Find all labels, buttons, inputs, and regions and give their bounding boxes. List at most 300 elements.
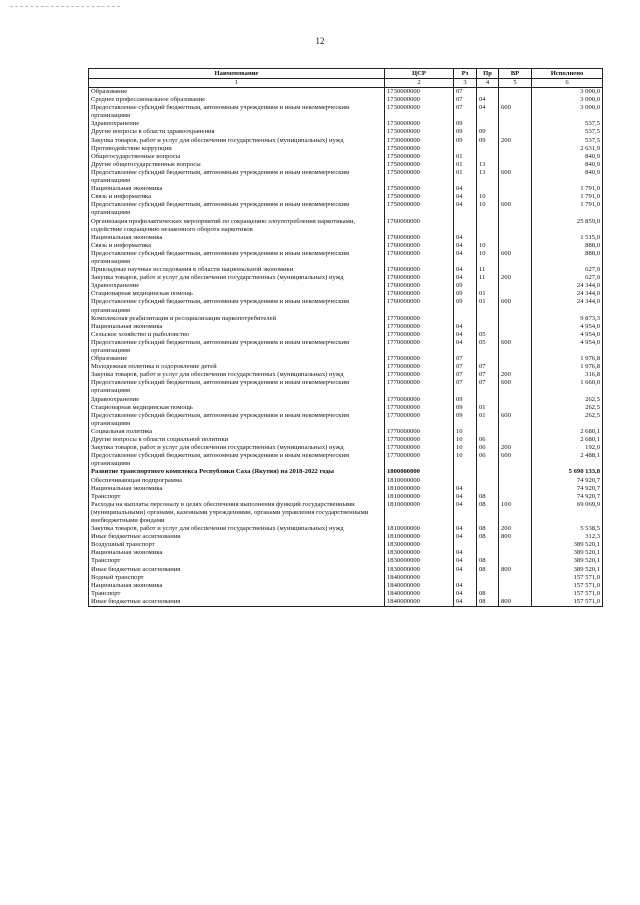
row-vr: 600 <box>499 298 532 314</box>
table-column-numbers-row <box>89 79 603 88</box>
row-amount: 316,8 <box>532 371 603 379</box>
row-pr <box>477 396 499 404</box>
row-name: Другие вопросы в области здравоохранения <box>89 128 385 136</box>
table-row <box>89 274 603 282</box>
row-csr: 1730000000 <box>385 128 454 136</box>
row-pr: 04 <box>477 96 499 104</box>
row-name: Закупка товаров, работ и услуг для обеспечения государственных (муниципальных) нужд <box>89 274 385 282</box>
row-vr <box>499 549 532 557</box>
row-csr: 1750000000 <box>385 145 454 153</box>
row-rz: 09 <box>454 404 477 412</box>
row-pr: 10 <box>477 201 499 217</box>
row-pr <box>477 541 499 549</box>
row-csr: 1750000000 <box>385 193 454 201</box>
row-vr <box>499 363 532 371</box>
column-number: 6 <box>532 79 603 88</box>
row-amount: 4 954,0 <box>532 331 603 339</box>
row-rz: 04 <box>454 549 477 557</box>
table-row <box>89 501 603 525</box>
table-row <box>89 145 603 153</box>
row-vr <box>499 193 532 201</box>
row-csr: 1770000000 <box>385 396 454 404</box>
row-name: Национальная экономика <box>89 485 385 493</box>
row-rz: 10 <box>454 428 477 436</box>
row-vr: 600 <box>499 250 532 266</box>
row-rz: 04 <box>454 274 477 282</box>
row-name: Образование <box>89 88 385 97</box>
row-pr: 08 <box>477 590 499 598</box>
row-amount: 24 344,0 <box>532 282 603 290</box>
row-csr: 1730000000 <box>385 96 454 104</box>
row-pr: 06 <box>477 452 499 468</box>
row-vr: 800 <box>499 566 532 574</box>
row-csr: 1770000000 <box>385 444 454 452</box>
row-rz: 09 <box>454 120 477 128</box>
row-name: Предоставление субсидий бюджетным, автономным учреждениям и иным некоммерческим организациям <box>89 412 385 428</box>
row-name: Национальная экономика <box>89 549 385 557</box>
row-amount: 840,9 <box>532 169 603 185</box>
row-rz: 04 <box>454 193 477 201</box>
row-name: Предоставление субсидий бюджетным, автономным учреждениям и иным некоммерческим организациям <box>89 201 385 217</box>
row-csr: 1770000000 <box>385 436 454 444</box>
row-rz: 10 <box>454 436 477 444</box>
row-vr: 600 <box>499 201 532 217</box>
row-vr <box>499 590 532 598</box>
row-rz: 07 <box>454 363 477 371</box>
table-row <box>89 88 603 97</box>
row-csr: 1770000000 <box>385 404 454 412</box>
row-pr: 13 <box>477 169 499 185</box>
row-vr <box>499 436 532 444</box>
row-csr: 1830000000 <box>385 541 454 549</box>
table-row <box>89 339 603 355</box>
row-vr <box>499 355 532 363</box>
table-row <box>89 193 603 201</box>
row-name: Предоставление субсидий бюджетным, автономным учреждениям и иным некоммерческим организациям <box>89 250 385 266</box>
row-name: Закупка товаров, работ и услуг для обеспечения государственных (муниципальных) нужд <box>89 371 385 379</box>
header-csr: ЦСР <box>385 69 454 79</box>
row-amount: 4 954,0 <box>532 323 603 331</box>
row-name: Транспорт <box>89 557 385 565</box>
row-csr: 1770000000 <box>385 355 454 363</box>
row-amount: 157 571,0 <box>532 574 603 582</box>
table-row <box>89 485 603 493</box>
table-row <box>89 412 603 428</box>
row-vr <box>499 574 532 582</box>
row-rz: 09 <box>454 137 477 145</box>
row-pr: 06 <box>477 444 499 452</box>
row-rz: 10 <box>454 452 477 468</box>
row-pr: 09 <box>477 128 499 136</box>
table-row <box>89 533 603 541</box>
row-name: Транспорт <box>89 590 385 598</box>
row-name: Здравоохранение <box>89 120 385 128</box>
row-csr: 1770000000 <box>385 323 454 331</box>
row-amount: 157 571,0 <box>532 590 603 598</box>
row-vr <box>499 477 532 485</box>
row-vr: 600 <box>499 412 532 428</box>
row-vr: 600 <box>499 339 532 355</box>
row-pr <box>477 428 499 436</box>
row-rz <box>454 477 477 485</box>
row-vr <box>499 404 532 412</box>
row-csr: 1760000000 <box>385 290 454 298</box>
row-vr: 200 <box>499 525 532 533</box>
row-name: Молодежная политика и оздоровление детей <box>89 363 385 371</box>
row-vr <box>499 88 532 97</box>
row-name: Здравоохранение <box>89 282 385 290</box>
row-vr <box>499 96 532 104</box>
row-csr: 1770000000 <box>385 412 454 428</box>
row-amount: 157 571,0 <box>532 582 603 590</box>
table-row <box>89 120 603 128</box>
table-row <box>89 298 603 314</box>
row-pr: 08 <box>477 533 499 541</box>
row-vr <box>499 331 532 339</box>
row-csr: 1770000000 <box>385 379 454 395</box>
row-csr: 1730000000 <box>385 88 454 97</box>
table-row <box>89 201 603 217</box>
row-csr: 1730000000 <box>385 137 454 145</box>
row-pr: 01 <box>477 404 499 412</box>
row-csr: 1810000000 <box>385 485 454 493</box>
row-vr: 100 <box>499 501 532 525</box>
row-vr: 800 <box>499 598 532 607</box>
row-vr <box>499 218 532 234</box>
row-csr: 1760000000 <box>385 250 454 266</box>
header-pr: Пр <box>477 69 499 79</box>
row-amount: 1 660,0 <box>532 379 603 395</box>
row-pr <box>477 477 499 485</box>
row-name: Организация профилактических мероприятий по сокращению злоупотребления наркотиками, содействие сокращению незаконного оборота наркотиков <box>89 218 385 234</box>
row-pr: 05 <box>477 331 499 339</box>
row-amount: 2 488,1 <box>532 452 603 468</box>
table-row <box>89 355 603 363</box>
row-csr: 1750000000 <box>385 161 454 169</box>
page-number: 12 <box>315 36 325 46</box>
table-row <box>89 242 603 250</box>
row-rz: 04 <box>454 525 477 533</box>
row-csr: 1760000000 <box>385 274 454 282</box>
row-vr <box>499 493 532 501</box>
table-row <box>89 574 603 582</box>
row-name: Обеспечивающая подпрограмма <box>89 477 385 485</box>
row-pr: 07 <box>477 371 499 379</box>
row-csr: 1770000000 <box>385 428 454 436</box>
row-pr <box>477 323 499 331</box>
row-vr: 600 <box>499 452 532 468</box>
row-vr <box>499 557 532 565</box>
row-amount: 537,5 <box>532 128 603 136</box>
row-csr: 1770000000 <box>385 371 454 379</box>
row-amount: 3 000,0 <box>532 88 603 97</box>
row-pr: 10 <box>477 193 499 201</box>
row-csr: 1810000000 <box>385 477 454 485</box>
row-name: Национальная экономика <box>89 234 385 242</box>
row-rz: 04 <box>454 557 477 565</box>
row-amount: 2 631,9 <box>532 145 603 153</box>
table-row <box>89 96 603 104</box>
row-name: Образование <box>89 355 385 363</box>
row-pr: 04 <box>477 104 499 120</box>
row-pr <box>477 153 499 161</box>
row-csr: 1810000000 <box>385 501 454 525</box>
row-amount: 888,0 <box>532 250 603 266</box>
row-name: Стационарная медицинская помощь <box>89 404 385 412</box>
row-name: Закупка товаров, работ и услуг для обеспечения государственных (муниципальных) нужд <box>89 444 385 452</box>
row-name: Расходы на выплаты персоналу в целях обеспечения выполнения функций государственными (муниципальными) органами, казенными учреждениями, органами управления государственными внебюджетными фондами <box>89 501 385 525</box>
row-csr: 1840000000 <box>385 598 454 607</box>
row-rz: 04 <box>454 590 477 598</box>
column-number: 4 <box>477 79 499 88</box>
table-row <box>89 185 603 193</box>
table-row <box>89 525 603 533</box>
row-csr: 1840000000 <box>385 590 454 598</box>
row-pr: 07 <box>477 363 499 371</box>
row-name: Предоставление субсидий бюджетным, автономным учреждениям и иным некоммерческим организациям <box>89 104 385 120</box>
header-rz: Рз <box>454 69 477 79</box>
row-rz: 09 <box>454 412 477 428</box>
row-rz: 07 <box>454 355 477 363</box>
row-csr: 1760000000 <box>385 298 454 314</box>
row-pr: 01 <box>477 298 499 314</box>
row-amount: 312,3 <box>532 533 603 541</box>
row-amount: 389 520,1 <box>532 549 603 557</box>
row-amount: 1 791,0 <box>532 185 603 193</box>
row-rz: 09 <box>454 128 477 136</box>
row-amount: 2 680,1 <box>532 436 603 444</box>
header-name: Наименование <box>89 69 385 79</box>
row-rz <box>454 218 477 234</box>
row-name: Другие общегосударственные вопросы <box>89 161 385 169</box>
row-amount: 3 000,0 <box>532 96 603 104</box>
header-vr: ВР <box>499 69 532 79</box>
row-name: Национальная экономика <box>89 582 385 590</box>
row-name: Здравоохранение <box>89 396 385 404</box>
row-rz: 09 <box>454 290 477 298</box>
row-name: Общегосударственные вопросы <box>89 153 385 161</box>
row-name: Предоставление субсидий бюджетным, автономным учреждениям и иным некоммерческим организациям <box>89 452 385 468</box>
column-number: 5 <box>499 79 532 88</box>
row-vr <box>499 120 532 128</box>
row-rz <box>454 574 477 582</box>
row-amount: 2 680,1 <box>532 428 603 436</box>
row-amount: 25 859,0 <box>532 218 603 234</box>
row-rz: 04 <box>454 323 477 331</box>
row-rz: 07 <box>454 379 477 395</box>
row-pr: 08 <box>477 501 499 525</box>
row-name: Другие вопросы в области социальной политики <box>89 436 385 444</box>
row-rz: 09 <box>454 282 477 290</box>
table-row <box>89 444 603 452</box>
row-amount: 1 976,8 <box>532 363 603 371</box>
row-name: Иные бюджетные ассигнования <box>89 598 385 607</box>
row-csr: 1760000000 <box>385 234 454 242</box>
row-pr <box>477 88 499 97</box>
row-amount: 389 520,1 <box>532 566 603 574</box>
row-rz <box>454 315 477 323</box>
table-row <box>89 104 603 120</box>
table-row <box>89 331 603 339</box>
row-amount: 262,5 <box>532 412 603 428</box>
row-pr: 11 <box>477 274 499 282</box>
table-row <box>89 379 603 395</box>
row-pr <box>477 315 499 323</box>
row-vr <box>499 185 532 193</box>
row-rz: 01 <box>454 153 477 161</box>
row-pr <box>477 282 499 290</box>
row-amount: 9 873,3 <box>532 315 603 323</box>
row-rz: 07 <box>454 104 477 120</box>
scan-artifact <box>10 6 120 9</box>
row-pr: 07 <box>477 379 499 395</box>
row-csr: 1770000000 <box>385 331 454 339</box>
row-name: Противодействие коррупции <box>89 145 385 153</box>
row-rz: 07 <box>454 371 477 379</box>
row-amount: 1 791,0 <box>532 201 603 217</box>
table-row <box>89 452 603 468</box>
table-row <box>89 582 603 590</box>
row-csr: 1750000000 <box>385 153 454 161</box>
budget-table <box>88 68 603 607</box>
row-pr <box>477 145 499 153</box>
row-csr: 1830000000 <box>385 549 454 557</box>
row-pr: 08 <box>477 598 499 607</box>
table-row <box>89 161 603 169</box>
table-row <box>89 566 603 574</box>
row-csr: 1730000000 <box>385 120 454 128</box>
row-amount: 69 069,9 <box>532 501 603 525</box>
row-csr: 1830000000 <box>385 566 454 574</box>
row-name: Социальная политика <box>89 428 385 436</box>
column-number: 3 <box>454 79 477 88</box>
row-pr <box>477 355 499 363</box>
row-name: Национальная экономика <box>89 185 385 193</box>
row-csr: 1770000000 <box>385 315 454 323</box>
table-row <box>89 266 603 274</box>
row-amount: 74 920,7 <box>532 485 603 493</box>
row-vr <box>499 485 532 493</box>
table-row <box>89 428 603 436</box>
row-amount: 627,0 <box>532 274 603 282</box>
row-vr: 200 <box>499 444 532 452</box>
row-vr: 600 <box>499 104 532 120</box>
table-row <box>89 436 603 444</box>
row-amount: 4 954,0 <box>532 339 603 355</box>
row-rz: 01 <box>454 161 477 169</box>
row-amount: 888,0 <box>532 242 603 250</box>
row-name: Водный транспорт <box>89 574 385 582</box>
row-name: Предоставление субсидий бюджетным, автономным учреждениям и иным некоммерческим организациям <box>89 339 385 355</box>
table-row <box>89 557 603 565</box>
row-amount: 840,9 <box>532 153 603 161</box>
row-csr: 1770000000 <box>385 363 454 371</box>
row-vr <box>499 315 532 323</box>
table-row <box>89 549 603 557</box>
row-pr <box>477 234 499 242</box>
row-amount: 389 520,1 <box>532 541 603 549</box>
row-rz: 04 <box>454 582 477 590</box>
row-pr: 08 <box>477 557 499 565</box>
row-csr: 1750000000 <box>385 169 454 185</box>
table-row <box>89 468 603 476</box>
row-pr: 13 <box>477 161 499 169</box>
row-amount: 389 520,1 <box>532 557 603 565</box>
row-amount: 157 571,0 <box>532 598 603 607</box>
row-amount: 24 344,0 <box>532 290 603 298</box>
row-amount: 262,5 <box>532 404 603 412</box>
row-csr: 1750000000 <box>385 201 454 217</box>
row-vr <box>499 541 532 549</box>
table-row <box>89 598 603 607</box>
row-rz <box>454 541 477 549</box>
table-row <box>89 250 603 266</box>
row-rz: 07 <box>454 96 477 104</box>
row-vr: 200 <box>499 137 532 145</box>
table-header-row <box>89 69 603 79</box>
row-amount: 627,0 <box>532 266 603 274</box>
row-name: Предоставление субсидий бюджетным, автономным учреждениям и иным некоммерческим организациям <box>89 169 385 185</box>
row-rz: 04 <box>454 201 477 217</box>
row-vr: 800 <box>499 533 532 541</box>
row-amount: 840,9 <box>532 161 603 169</box>
row-amount: 5 690 133,8 <box>532 468 603 476</box>
header-amount: Исполнено <box>532 69 603 79</box>
row-vr <box>499 290 532 298</box>
row-rz: 04 <box>454 566 477 574</box>
row-vr: 600 <box>499 169 532 185</box>
row-vr <box>499 242 532 250</box>
row-rz: 04 <box>454 250 477 266</box>
row-amount: 192,0 <box>532 444 603 452</box>
row-pr <box>477 549 499 557</box>
row-csr: 1770000000 <box>385 339 454 355</box>
row-pr: 08 <box>477 525 499 533</box>
row-name: Воздушный транспорт <box>89 541 385 549</box>
table-row <box>89 541 603 549</box>
row-pr <box>477 485 499 493</box>
column-number: 1 <box>89 79 385 88</box>
row-pr: 01 <box>477 412 499 428</box>
row-name: Комплексная реабилитация и ресоциализация наркопотребителей <box>89 315 385 323</box>
row-rz: 04 <box>454 485 477 493</box>
row-amount: 24 344,0 <box>532 298 603 314</box>
row-vr: 200 <box>499 274 532 282</box>
row-vr <box>499 266 532 274</box>
row-amount: 537,5 <box>532 137 603 145</box>
row-vr: 200 <box>499 371 532 379</box>
table-row <box>89 128 603 136</box>
table-row <box>89 323 603 331</box>
row-rz: 09 <box>454 396 477 404</box>
table-row <box>89 371 603 379</box>
row-vr <box>499 282 532 290</box>
table-row <box>89 290 603 298</box>
table-row <box>89 404 603 412</box>
row-vr <box>499 396 532 404</box>
row-name: Национальная экономика <box>89 323 385 331</box>
row-pr: 08 <box>477 566 499 574</box>
row-name: Развитие транспортного комплекса Республики Саха (Якутия) на 2018-2022 годы <box>89 468 385 476</box>
row-vr: 600 <box>499 379 532 395</box>
row-csr: 1840000000 <box>385 582 454 590</box>
row-rz: 04 <box>454 598 477 607</box>
table-row <box>89 169 603 185</box>
table-row <box>89 234 603 242</box>
row-name: Связь и информатика <box>89 242 385 250</box>
row-pr: 11 <box>477 266 499 274</box>
row-csr: 1770000000 <box>385 452 454 468</box>
